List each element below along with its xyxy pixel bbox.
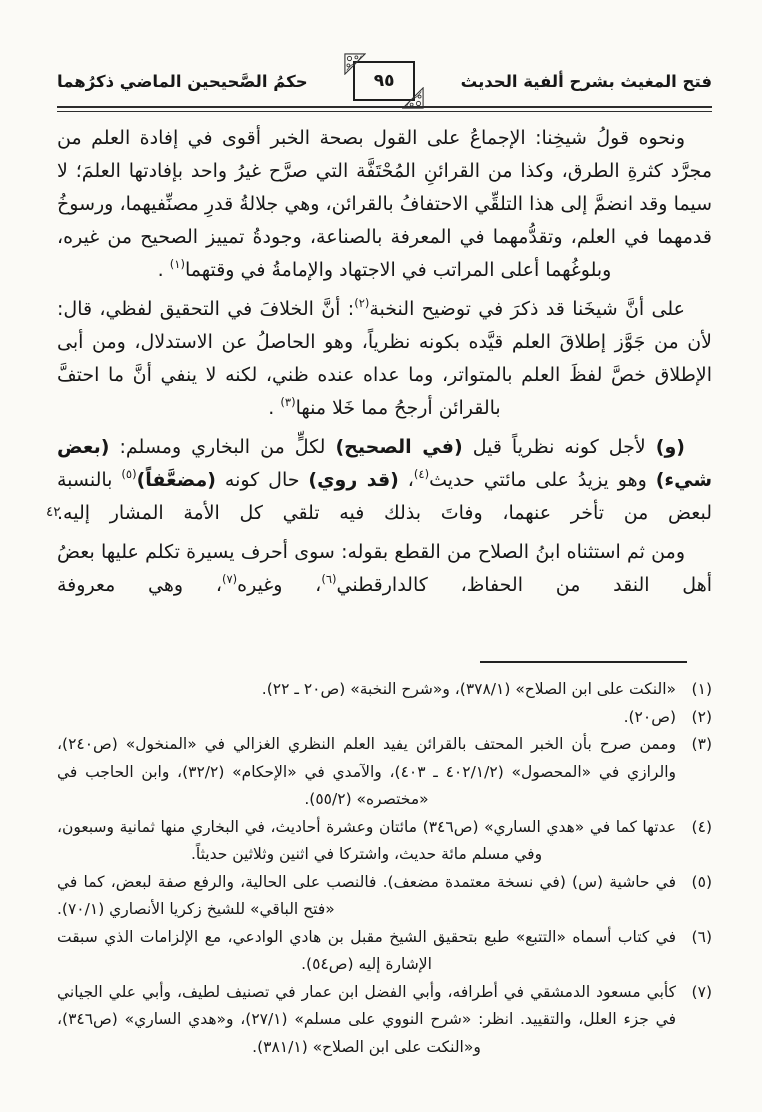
- footnote-text: في حاشية (س) (في نسخة معتمدة مضعف). فالنصب على الحالية، والرفع صفة لبعض، كما في «فتح الباقي» للشيخ زكريا الأنصاري (٧٠/١).: [57, 872, 676, 918]
- matn-bold-run: (قد روي): [308, 469, 399, 491]
- matn-bold-run: (بعض شيء): [57, 436, 713, 491]
- text-run: .: [268, 397, 281, 419]
- footnote-row: [57, 731, 712, 814]
- text-run: ومن ثم استثناه ابنُ الصلاح من القطع بقوله: سوى أحرف يسيرة تكلم عليها بعضُ أهل النقد من الحفاظ، كالدارقطني: [57, 541, 712, 596]
- footnote-ref: (٤): [413, 466, 430, 481]
- body-paragraph: [57, 536, 712, 602]
- header-rule: [57, 106, 712, 112]
- footnote-ref: (١): [169, 256, 185, 271]
- footnote-text: عدتها كما في «هدي الساري» (ص٣٤٦) مائتان وعشرة أحاديث، في البخاري منها ثمانية وسبعون، وفي مسلم مائة حديث، واشتركا في اثنين وثلاثين حديثاً.: [57, 817, 676, 863]
- text-run: على أنَّ شيخَنا قد ذكرَ في توضيح النخبة: [369, 298, 685, 320]
- page-number: ٩٥: [373, 71, 395, 91]
- text-run: حال كونه: [215, 469, 309, 491]
- matn-bold-run: (مضعَّفاً): [136, 469, 216, 491]
- text-run: لأجل كونه نظرياً قيل: [462, 436, 656, 458]
- footnote-text: «النكت على ابن الصلاح» (٣٧٨/١)، و«شرح النخبة» (ص٢٠ ـ ٢٢).: [261, 680, 676, 698]
- body-paragraph: [57, 293, 712, 425]
- text-run: ، وغيره: [237, 574, 322, 596]
- footnote-row: [57, 676, 712, 704]
- footnote-ref: (٦): [321, 571, 337, 586]
- footnote-number: (٤): [691, 817, 712, 836]
- footnote-row: [57, 924, 712, 979]
- text-run: ، وهي معروفة: [57, 574, 222, 596]
- footnote-row: [57, 869, 712, 924]
- footnote-number: (٥): [691, 872, 712, 891]
- corner-ornament-icon: [344, 53, 366, 75]
- footnote-number: (٦): [691, 927, 712, 946]
- footnote-number: (٧): [691, 982, 712, 1001]
- book-title: فتح المغيث بشرح ألفية الحديث: [460, 71, 712, 91]
- footnote-text: كأبي مسعود الدمشقي في أطرافه، وأبي الفضل ابن عمار في تصنيف لطيف، وأبي علي الجياني في جزء العلل، والتقييد. انظر: «شرح النووي على مسلم» (٢٧/١)، و«هدي الساري» (ص٣٤٦)، و«النكت على ابن الصلاح» (٣٨١/١).: [57, 982, 676, 1056]
- footnote-ref: (٣): [280, 394, 296, 409]
- footnote-number: (١): [691, 680, 712, 698]
- page-number-box: [353, 61, 415, 101]
- footnote-text: في كتاب أسماه «التتبع» طبع بتحقيق الشيخ مقبل بن هادي الوادعي، مع الإلزامات الذي سبقت الإشارة إليه (ص٥٤).: [57, 927, 676, 973]
- footnotes-section: [57, 676, 712, 1061]
- footnote-row: [57, 979, 712, 1062]
- text-run: : أنَّ الخلافَ في التحقيق لفظي، قال: لأن من جَوَّز إطلاقَ العلم قيَّده بكونه نظرياً، وهو الحاصلُ عن الاستدلال، ومن أبى الإطلاق خصَّ لفظَ العلم بالمتواتر، وما عداه عنده ظني، لكنه لا ينفي أنَّ ما احتفَّ بالقرائن أرجحُ مما خَلا منها: [57, 298, 712, 419]
- footnote-ref: (٢): [354, 295, 370, 310]
- footnote-number: (٢): [691, 707, 712, 726]
- margin-verse-number: ٤٢: [46, 504, 61, 520]
- footnote-separator: [480, 661, 687, 663]
- matn-bold-run: (في الصحيح): [335, 436, 463, 458]
- footnote-row: [57, 814, 712, 869]
- body-paragraph: [57, 122, 712, 287]
- page-header: [57, 56, 712, 106]
- body-paragraph: [57, 431, 712, 530]
- footnote-text: (ص٢٠).: [623, 707, 676, 726]
- footnote-ref: (٧): [221, 571, 238, 586]
- footnote-row: [57, 704, 712, 732]
- footnote-number: (٣): [691, 735, 712, 753]
- chapter-title: حكمُ الصَّحيحين الماضي ذكرُهما: [57, 71, 308, 91]
- text-run: ونحوه قولُ شيخِنا: الإجماعُ على القول بصحة الخبر أقوى في إفادة العلم من مجرَّد كثرةِ الطرق، وكذا من القرائنِ المُحْتَفَّة التي صرَّح غيرُ واحد بإفادتها العلمَ؛ لا سيما وقد انضمَّ إلى هذا التلقِّي الاحتفافُ بالقرائن، وهي جلالةُ قدرِ مصنِّفيهما، ورسوخُ قدمهما في العلم، وتقدُّمهما في المعرفة بالصناعة، وجودةُ تمييز الصحيح من غيره، وبلوغُهما أعلى المراتب في الاجتهاد والإمامةُ في وقتهما: [57, 127, 712, 281]
- text-run: لكلٍّ من البخاري ومسلم:: [109, 436, 336, 458]
- footnote-ref: (٥): [121, 466, 137, 481]
- text-run: وهو يزيدُ على مائتي حديث: [429, 469, 656, 491]
- footnote-text: وممن صرح بأن الخبر المحتف بالقرائن يفيد العلم النظري الغزالي في «المنخول» (ص٢٤٠)، والرازي في «المحصول» (٤٠٢/١/٢ ـ ٤٠٣)، والآمدي في «الإحكام» (٣٢/٢)، وابن الحاجب في «مختصره» (٥٥/٢).: [57, 735, 676, 808]
- matn-bold-run: (و): [655, 436, 685, 458]
- text-run: بالنسبة لبعض من تأخر عنهما، وفاتَ بذلك فيه تلقي كل الأمة المشار إليه.: [57, 469, 712, 524]
- text-run: ،: [398, 469, 414, 491]
- main-text: [57, 122, 712, 608]
- text-run: .: [157, 259, 170, 281]
